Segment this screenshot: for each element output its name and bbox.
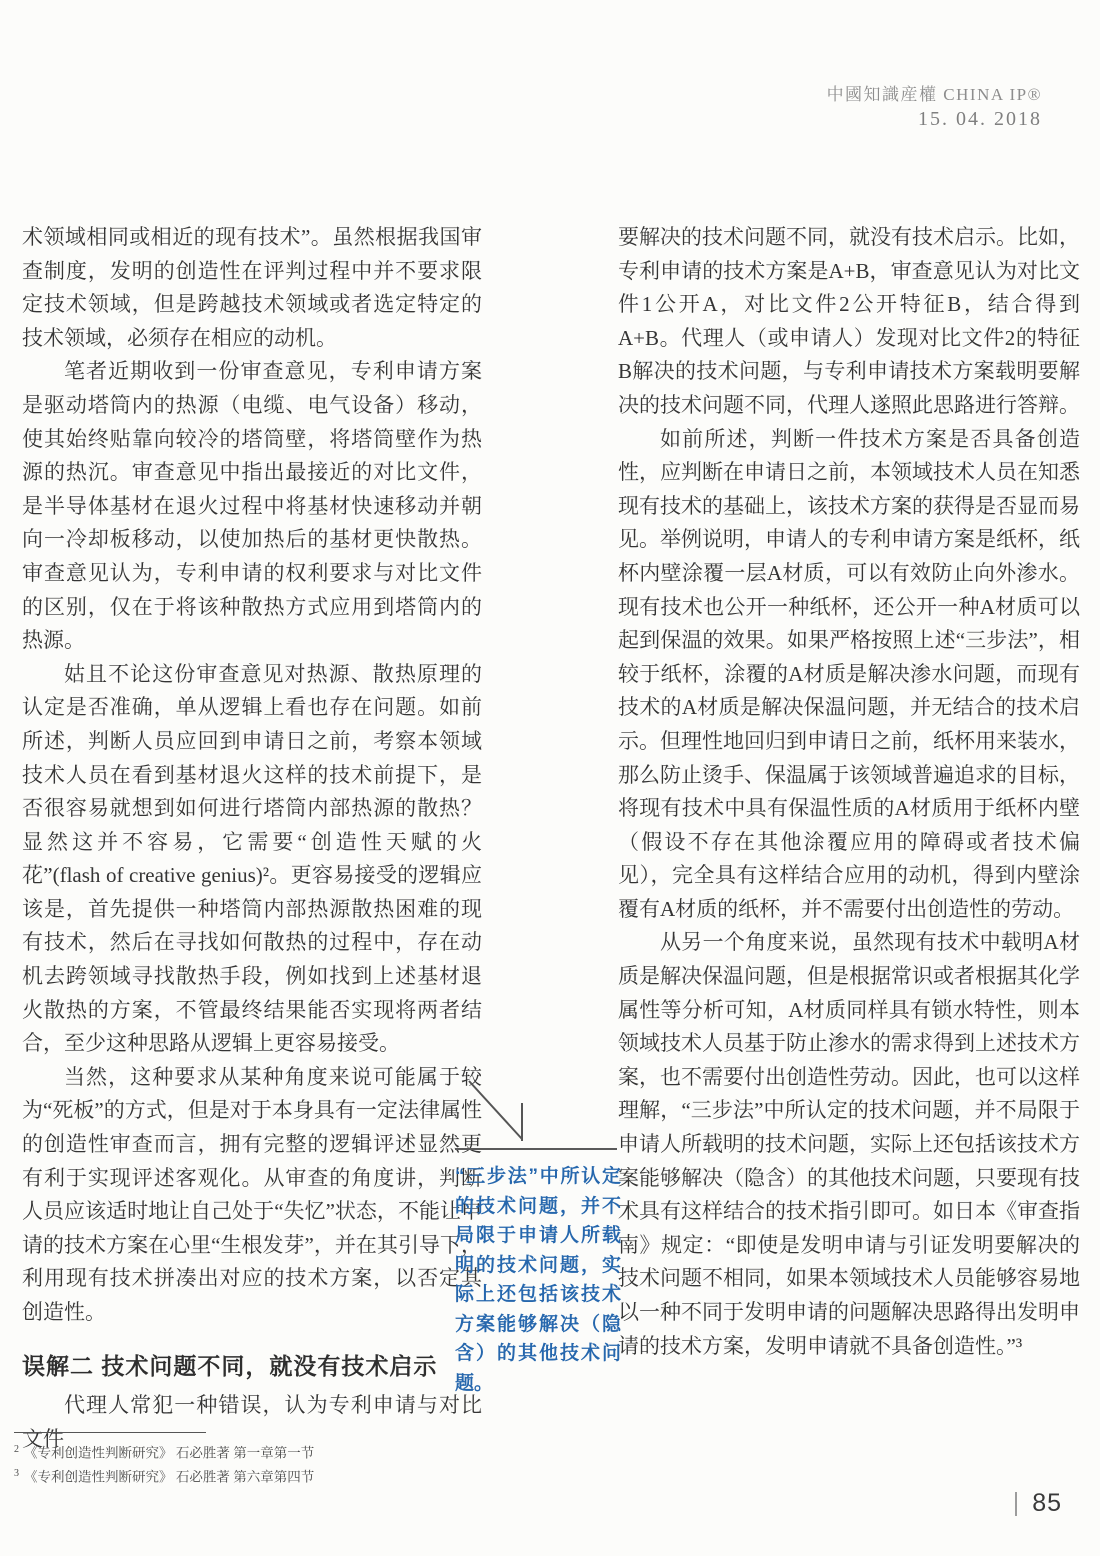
pull-quote-text: “三步法”中所认定的技术问题，并不局限于申请人所载明的技术问题，实际上还包括该技术方案能够解决（隐含）的其他技术问题。 — [455, 1166, 621, 1394]
body-paragraph: 要解决的技术问题不同，就没有技术启示。比如，专利申请的技术方案是A+B，审查意见认为对比文件1公开A，对比文件2公开特征B，结合得到A+B。代理人（或申请人）发现对比文件2的特征B解决的技术问题，与专利申请技术方案载明要解决的技术问题不同，代理人遂照此思路进行答辩。 — [618, 225, 1080, 417]
section-heading: 误解二 技术问题不同，就没有技术启示 — [22, 1352, 438, 1379]
footnote-divider — [14, 1432, 206, 1433]
body-paragraph: 术领域相同或相近的现有技术”。虽然根据我国审查制度，发明的创造性在评判过程中并不要求限定技术领域，但是跨越技术领域或者选定特定的技术领域，必须存在相应的动机。 — [22, 225, 482, 350]
footnote-marker: 3 — [14, 1467, 19, 1479]
right-column — [618, 221, 1080, 1363]
page-number — [1015, 1489, 1062, 1518]
footnote — [14, 1464, 314, 1488]
pull-quote-divider — [455, 1148, 617, 1150]
issue-date: 15. 04. 2018 — [918, 108, 1042, 130]
footnote — [14, 1440, 314, 1464]
left-column — [22, 221, 482, 1456]
body-paragraph: 姑且不论这份审查意见对热源、散热原理的认定是否准确，单从逻辑上看也存在问题。如前所述，判断人员应回到申请日之前，考察本领域技术人员在看到基材退火这样的技术前提下，是否很容易就想到如何进行塔筒内部热源的散热？显然这并不容易，它需要“创造性天赋的火花”(flash of creative genius)²。更容易接受的逻辑应该是，首先提供一种塔筒内部热源散热困难的现有技术，然后在寻找如何散热的过程中，存在动机去跨领域寻找散热手段，例如找到上述基材退火散热的方案，不管最终结果能否实现将两者结合，至少这种思路从逻辑上更容易接受。 — [22, 661, 482, 1056]
magazine-brand: 中國知識産權 CHINA IP® — [826, 85, 1042, 104]
body-paragraph: 笔者近期收到一份审查意见，专利申请方案是驱动塔筒内的热源（电缆、电气设备）移动，使其始终贴靠向较冷的塔筒壁，将塔筒壁作为热源的热沉。审查意见中指出最接近的对比文件，是半导体基材在退火过程中将基材快速移动并朝向一冷却板移动，以使加热后的基材更快散热。审查意见认为，专利申请的权利要求与对比文件的区别，仅在于将该种散热方式应用到塔筒内的热源。 — [22, 359, 482, 653]
footnote-text: 《专利创造性判断研究》 石必胜著 第一章第一节 — [24, 1445, 315, 1461]
page-header — [827, 80, 1042, 131]
footnotes — [14, 1440, 314, 1487]
footnote-marker: 2 — [14, 1444, 19, 1455]
footnote-text: 《专利创造性判断研究》 石必胜著 第六章第四节 — [24, 1469, 315, 1484]
page-number-bar — [1015, 1492, 1017, 1516]
body-paragraph: 从另一个角度来说，虽然现有技术中载明A材质是解决保温问题，但是根据常识或者根据其化学属性等分析可知，A材质同样具有锁水特性，则本领域技术人员基于防止渗水的需求得到上述技术方案，也不需要付出创造性劳动。因此，也可以这样理解，“三步法”中所认定的技术问题，并不局限于申请人所载明的技术问题，实际上还包括该技术方案能够解决（隐含）的其他技术问题，只要现有技术具有这样结合的技术指引即可。如日本《审查指南》规定：“即使是发明申请与引证发明要解决的技术问题不相同，如果本领域技术人员能够容易地以一种不同于发明申请的问题解决思路得出发明申请的技术方案，发明申请就不具备创造性。”³ — [618, 930, 1080, 1358]
body-paragraph: 如前所述，判断一件技术方案是否具备创造性，应判断在申请日之前，本领域技术人员在知悉现有技术的基础上，该技术方案的获得是否显而易见。举例说明，申请人的专利申请方案是纸杯，纸杯内壁涂覆一层A材质，可以有效防止向外渗水。现有技术也公开一种纸杯，还公开一种A材质可以起到保温的效果。如果严格按照上述“三步法”，相较于纸杯，涂覆的A材质是解决渗水问题，而现有技术的A材质是解决保温问题，并无结合的技术启示。但理性地回归到申请日之前，纸杯用来装水，那么防止烫手、保温属于该领域普遍追求的目标，将现有技术中具有保温性质的A材质用于纸杯内壁（假设不存在其他涂覆应用的障碍或者技术偏见），完全具有这样结合应用的动机，得到内壁涂覆有A材质的纸杯，并不需要付出创造性的劳动。 — [618, 426, 1080, 921]
body-paragraph: 代理人常犯一种错误，认为专利申请与对比文件 — [22, 1393, 482, 1451]
arrow-down-right-icon — [459, 1076, 537, 1148]
pull-quote — [455, 1076, 621, 1398]
body-paragraph: 当然，这种要求从某种角度来说可能属于较为“死板”的方式，但是对于本身具有一定法律属性的创造性审查而言，拥有完整的逻辑评述显然更有利于实现评述客观化。从审查的角度讲，判断人员应该适时地让自己处于“失忆”状态，不能让申请的技术方案在心里“生根发芽”，并在其引导下，利用现有技术拼凑出对应的技术方案，以否定其创造性。 — [22, 1064, 482, 1324]
page-number-value: 85 — [1032, 1489, 1062, 1517]
